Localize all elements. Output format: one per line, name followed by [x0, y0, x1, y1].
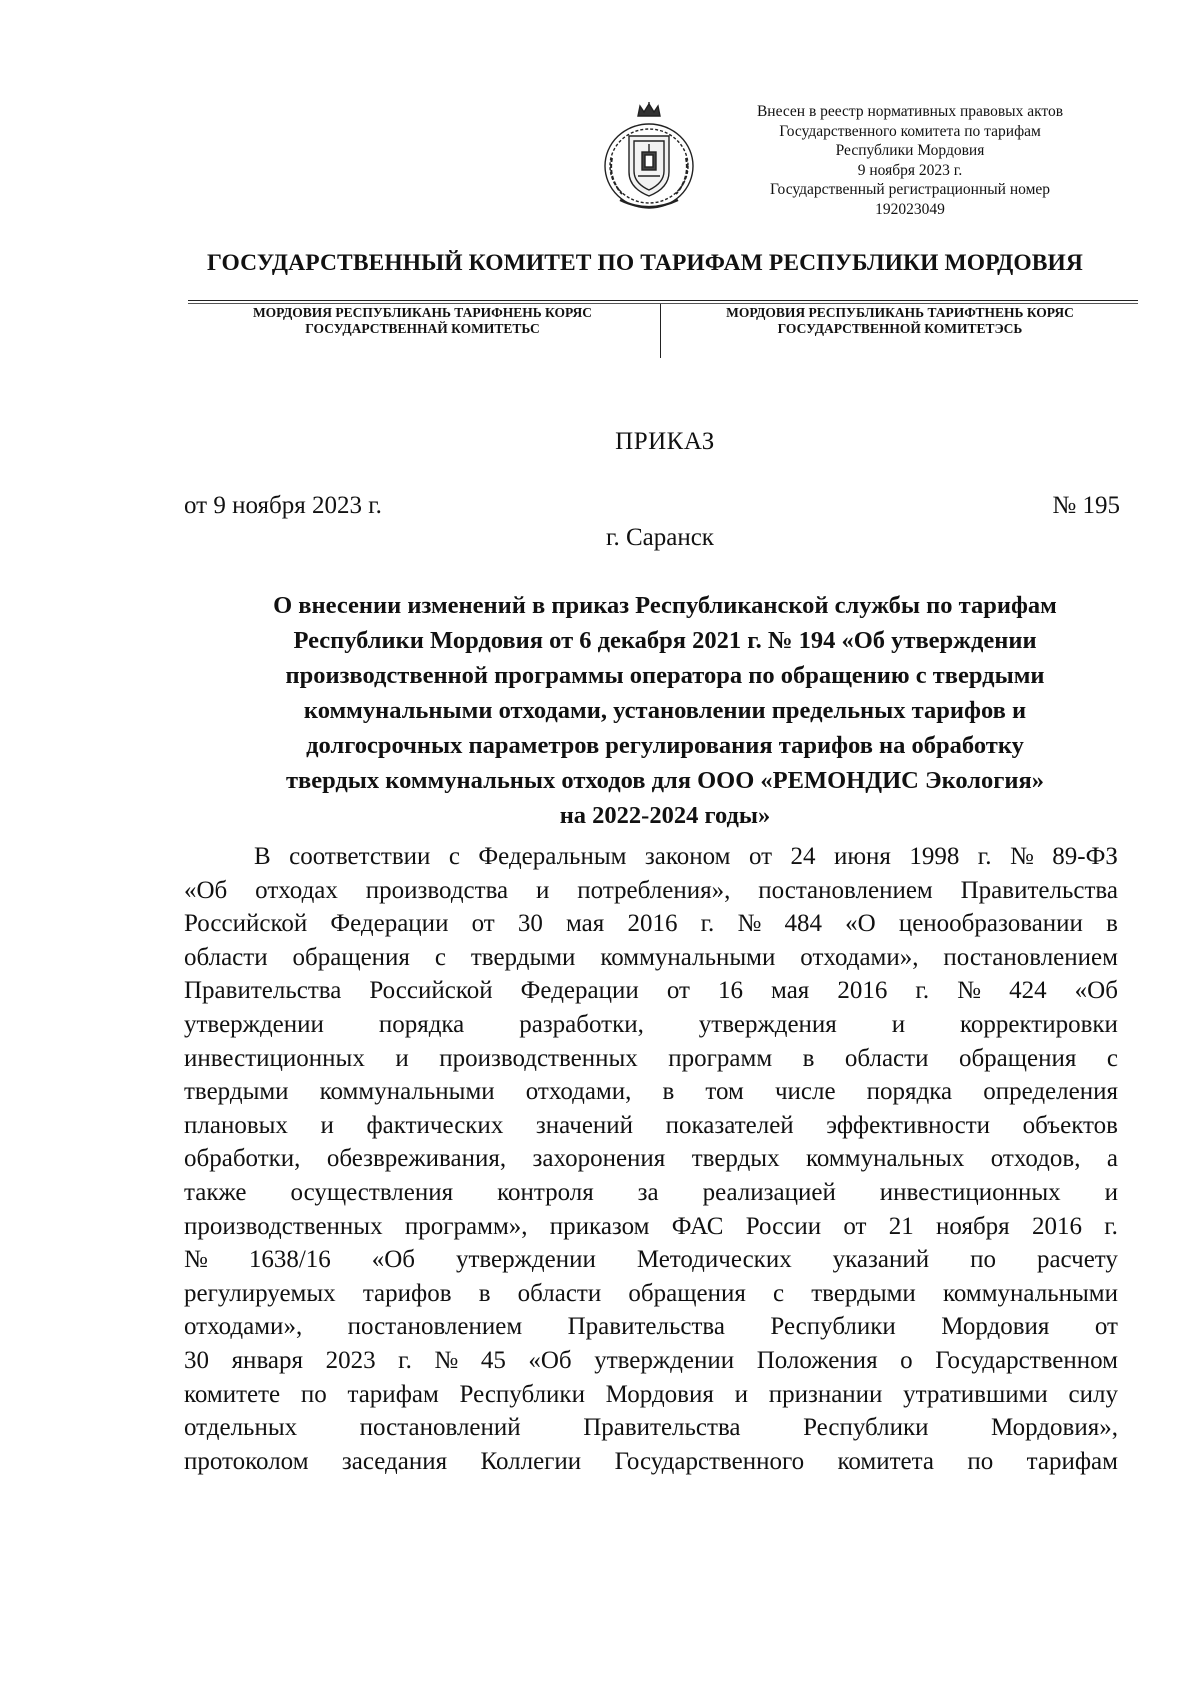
registry-number: 192023049: [875, 200, 945, 218]
body-word: твердыми: [811, 1279, 916, 1307]
body-word: твердыми: [184, 1078, 289, 1106]
body-word: коммунальных: [806, 1145, 965, 1173]
committee-name-line: ГОСУДАРСТВЕННОЙ КОМИТЕТЭСЬ: [777, 321, 1023, 336]
body-word: Российской: [369, 977, 493, 1005]
body-word: коммунальными: [600, 943, 776, 971]
body-word: объектов: [1022, 1111, 1118, 1139]
header-rule: [188, 300, 1138, 301]
body-line: [184, 1176, 1118, 1210]
body-word: №: [434, 1346, 459, 1374]
body-word: постановлением: [758, 876, 933, 904]
registry-line: Внесен в реестр нормативных правовых актов: [756, 103, 1064, 120]
subject-line: коммунальными отходами, установлении предельных тарифов и: [303, 697, 1027, 724]
body-word: «Об: [528, 1346, 572, 1374]
body-word: программ»,: [404, 1212, 528, 1240]
body-word: Государственном: [935, 1346, 1118, 1374]
body-line: [184, 840, 1118, 874]
body-word: комитете: [184, 1380, 281, 1408]
body-word: с: [448, 843, 460, 870]
body-word: ФАС: [671, 1212, 724, 1240]
body-line: [184, 1310, 1118, 1344]
body-word: обезвреживания,: [326, 1145, 507, 1173]
body-word: «Об: [371, 1246, 415, 1274]
body-word: отходах: [255, 876, 338, 904]
body-word: Мордовия»,: [991, 1414, 1118, 1442]
body-word: утверждения: [698, 1010, 837, 1038]
body-word: Федерации: [520, 977, 639, 1005]
body-word: постановлением: [943, 943, 1118, 971]
body-word: №: [184, 1246, 208, 1274]
body-word: отходами»,: [800, 943, 919, 971]
body-word: о: [900, 1346, 913, 1374]
body-word: потребления»,: [577, 876, 731, 904]
body-word: постановлений: [359, 1414, 521, 1442]
body-line: [184, 941, 1118, 975]
body-word: твердыми: [470, 943, 576, 971]
body-word: числе: [774, 1078, 836, 1106]
committee-name-erzya: [670, 305, 1130, 337]
body-word: Федерации: [330, 910, 449, 938]
body-word: расчету: [1036, 1246, 1118, 1274]
subject-line: твердых коммунальных отходов для ООО «РЕМОНДИС Экология»: [285, 767, 1045, 794]
body-line: [184, 1243, 1118, 1277]
document-date: от 9 ноября 2023 г.: [184, 492, 382, 519]
body-word: осуществления: [290, 1178, 454, 1206]
committee-title: ГОСУДАРСТВЕННЫЙ КОМИТЕТ ПО ТАРИФАМ РЕСПУБЛИКИ МОРДОВИЯ: [207, 250, 1083, 276]
body-word: 30: [184, 1346, 209, 1374]
body-word: г.: [1104, 1212, 1118, 1240]
body-line: [184, 1142, 1118, 1176]
body-line: [184, 1075, 1118, 1109]
body-word: от: [1094, 1313, 1118, 1341]
body-word: утверждении: [455, 1246, 596, 1274]
subject-line: О внесении изменений в приказ Республиканской службы по тарифам: [273, 592, 1057, 619]
body-word: отходами»,: [184, 1313, 303, 1341]
body-word: Мордовия: [941, 1313, 1050, 1341]
committee-name-line: ГОСУДАРСТВЕННАЙ КОМИТЕТЬС: [305, 321, 540, 336]
body-word: определения: [983, 1078, 1118, 1106]
body-word: и: [891, 1010, 906, 1038]
registry-line: Государственный регистрационный номер: [769, 181, 1051, 198]
body-word: июня: [833, 843, 891, 870]
body-word: Правительства: [583, 1414, 741, 1442]
subject-line: на 2022-2024 годы»: [559, 802, 771, 829]
body-word: Коллегии: [480, 1447, 582, 1475]
body-word: обращения: [958, 1044, 1077, 1072]
body-word: обращения: [292, 943, 410, 971]
body-word: захоронения: [532, 1145, 666, 1173]
body-word: значений: [535, 1111, 634, 1139]
body-word: 2016: [1031, 1212, 1082, 1240]
registry-note: [720, 102, 1100, 219]
body-word: инвестиционных: [879, 1178, 1061, 1206]
body-word: с: [434, 943, 446, 971]
body-word: порядка: [378, 1010, 465, 1038]
body-word: В: [254, 843, 271, 870]
document-type: ПРИКАЗ: [615, 428, 715, 455]
body-word: разработки,: [519, 1010, 644, 1038]
body-word: г.: [915, 977, 930, 1005]
document-subject: [150, 588, 1180, 833]
body-word: области: [184, 943, 268, 971]
body-word: №: [737, 910, 762, 938]
body-word: эффективности: [826, 1111, 991, 1139]
body-word: Методических: [636, 1246, 792, 1274]
body-line: [184, 1344, 1118, 1378]
body-line: [184, 1008, 1118, 1042]
body-word: отходов,: [990, 1145, 1081, 1173]
body-word: том: [705, 1078, 744, 1106]
body-word: Правительства: [567, 1313, 725, 1341]
body-word: ноября: [936, 1212, 1010, 1240]
body-line: [184, 974, 1118, 1008]
body-word: коммунальными: [319, 1078, 495, 1106]
body-word: в: [802, 1044, 815, 1072]
body-word: инвестиционных: [184, 1044, 365, 1072]
document-city: г. Саранск: [606, 524, 714, 551]
body-word: от: [748, 843, 773, 870]
body-word: «Об: [184, 876, 228, 904]
body-word: утверждении: [184, 1010, 324, 1038]
body-line: [184, 1277, 1118, 1311]
body-word: тарифам: [1026, 1447, 1118, 1475]
body-word: плановых: [184, 1111, 288, 1139]
body-word: 30: [517, 910, 543, 938]
body-word: за: [637, 1178, 659, 1206]
body-word: 45: [480, 1346, 506, 1374]
body-word: комитета: [837, 1447, 934, 1475]
body-word: и: [395, 1044, 409, 1072]
body-word: отдельных: [184, 1414, 298, 1442]
body-word: утратившими: [903, 1380, 1048, 1408]
body-word: области: [517, 1279, 602, 1307]
body-word: 24: [790, 843, 816, 870]
body-line: [184, 907, 1118, 941]
coat-of-arms-icon: [600, 102, 698, 212]
registry-line: Республики Мордовия: [835, 142, 985, 159]
body-word: Положения: [756, 1346, 878, 1374]
body-word: в: [478, 1279, 491, 1307]
body-word: января: [231, 1346, 304, 1374]
body-word: по: [967, 1447, 994, 1475]
body-word: указаний: [832, 1246, 930, 1274]
body-word: от: [471, 910, 495, 938]
body-line: [184, 1109, 1118, 1143]
document-number: № 195: [1052, 492, 1120, 519]
body-word: утверждении: [594, 1346, 735, 1374]
body-word: Мордовия: [605, 1380, 714, 1408]
body-word: г.: [398, 1346, 412, 1374]
body-word: а: [1106, 1145, 1118, 1173]
body-word: 2016: [627, 910, 678, 938]
body-word: 16: [717, 977, 743, 1005]
body-word: Республики: [803, 1414, 929, 1442]
registry-date: 9 ноября 2023 г.: [857, 161, 963, 179]
body-word: №: [1009, 843, 1034, 870]
body-word: показателей: [665, 1111, 794, 1139]
body-word: приказом: [549, 1212, 650, 1240]
body-word: обработки,: [184, 1145, 301, 1173]
body-word: области: [844, 1044, 929, 1072]
body-word: по: [300, 1380, 327, 1408]
body-word: протоколом: [184, 1447, 309, 1475]
body-word: обращения: [628, 1279, 746, 1307]
body-word: постановлением: [347, 1313, 523, 1341]
body-word: 424: [1009, 977, 1047, 1005]
body-word: 1998: [909, 843, 960, 870]
body-word: от: [843, 1212, 867, 1240]
body-word: Государственного: [614, 1447, 805, 1475]
body-word: ценообразовании: [898, 910, 1083, 938]
body-word: от: [666, 977, 690, 1005]
body-word: №: [957, 977, 982, 1005]
body-word: 1638/16: [248, 1246, 331, 1274]
body-word: и: [734, 1380, 748, 1408]
body-word: производственных: [184, 1212, 383, 1240]
body-word: программ: [668, 1044, 773, 1072]
body-line: [184, 874, 1118, 908]
body-word: реализацией: [702, 1178, 836, 1206]
body-word: Республики: [770, 1313, 896, 1341]
body-word: «О: [845, 910, 876, 938]
body-word: Правительства: [184, 977, 342, 1005]
body-word: Федеральным: [478, 843, 627, 870]
body-word: тарифам: [347, 1380, 439, 1408]
body-word: г.: [977, 843, 992, 870]
body-word: мая: [771, 977, 810, 1005]
body-word: «Об: [1074, 977, 1118, 1005]
body-word: производственных: [439, 1044, 638, 1072]
body-word: с: [772, 1279, 785, 1307]
body-word: отходами,: [525, 1078, 632, 1106]
body-word: 484: [784, 910, 822, 938]
body-word: г.: [700, 910, 715, 938]
body-word: тарифов: [362, 1279, 452, 1307]
body-word: и: [1104, 1178, 1118, 1206]
body-word: 2016: [837, 977, 888, 1005]
body-line: [184, 1378, 1118, 1412]
body-word: по: [970, 1246, 996, 1274]
body-line: [184, 1411, 1118, 1445]
body-word: регулируемых: [184, 1279, 336, 1307]
body-word: заседания: [341, 1447, 448, 1475]
committee-name-line: МОРДОВИЯ РЕСПУБЛИКАНЬ ТАРИФНЕНЬ КОРЯС: [252, 305, 593, 320]
body-word: порядка: [866, 1078, 953, 1106]
body-word: корректировки: [960, 1010, 1118, 1038]
subject-line: Республики Мордовия от 6 декабря 2021 г. № 194 «Об утверждении: [293, 627, 1037, 654]
body-word: коммунальными: [942, 1279, 1118, 1307]
body-word: силу: [1068, 1380, 1118, 1408]
body-word: признании: [768, 1380, 883, 1408]
body-word: твердых: [691, 1145, 780, 1173]
body-word: и: [536, 876, 550, 904]
header-rule-thin: [188, 303, 1138, 304]
body-word: России: [745, 1212, 822, 1240]
body-word: и: [320, 1111, 334, 1139]
body-line: [184, 1210, 1118, 1244]
body-word: мая: [566, 910, 605, 938]
body-word: Республики: [459, 1380, 585, 1408]
body-line: [184, 1042, 1118, 1076]
body-word: законом: [644, 843, 731, 870]
body-word: 89-ФЗ: [1052, 843, 1118, 870]
body-word: 21: [888, 1212, 914, 1240]
body-word: 2023: [325, 1346, 376, 1374]
subject-line: долгосрочных параметров регулирования тарифов на обработку: [306, 732, 1024, 759]
body-line: [184, 1445, 1118, 1479]
body-word: в: [662, 1078, 675, 1106]
subject-line: производственной программы оператора по обращению с твердыми: [285, 662, 1045, 689]
body-word: Правительства: [960, 876, 1118, 904]
body-word: соответствии: [289, 843, 431, 870]
body-word: фактических: [366, 1111, 504, 1139]
registry-line: Государственного комитета по тарифам: [779, 122, 1041, 140]
body-word: производства: [365, 876, 509, 904]
body-word: в: [1106, 910, 1118, 938]
header-divider: [660, 304, 661, 358]
committee-name-moksha: [195, 305, 650, 337]
body-word: также: [184, 1178, 247, 1206]
body-word: Российской: [184, 910, 308, 938]
committee-name-line: МОРДОВИЯ РЕСПУБЛИКАНЬ ТАРИФТНЕНЬ КОРЯС: [726, 305, 1074, 320]
body-word: с: [1106, 1044, 1118, 1072]
body-word: контроля: [497, 1178, 594, 1206]
body-paragraph: [184, 840, 1118, 1478]
